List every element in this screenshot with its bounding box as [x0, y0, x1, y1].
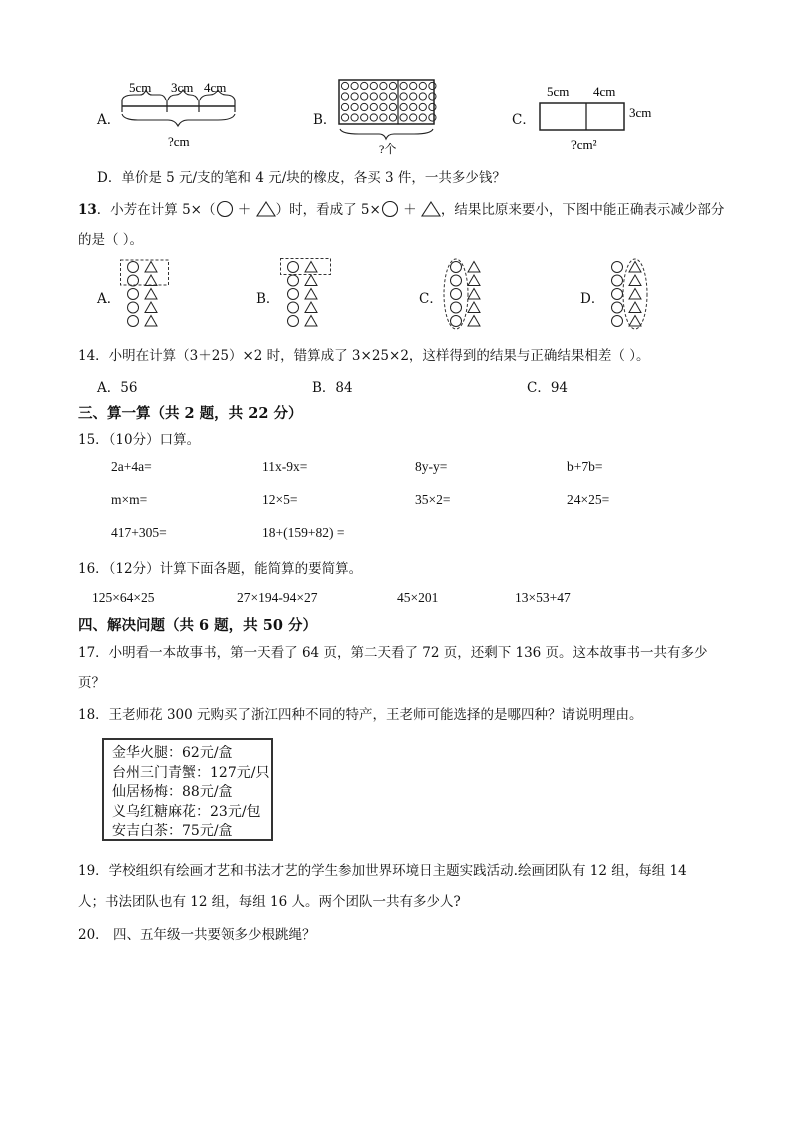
q13-option-a-figure[interactable]: [119, 257, 171, 333]
triangle-icon: [305, 316, 317, 327]
circle-icon: [288, 262, 299, 273]
oral-item: m×m=: [111, 492, 148, 507]
triangle-icon: [629, 316, 641, 327]
triangle-icon: [629, 302, 641, 313]
dot: [419, 114, 426, 121]
q14-option-c[interactable]: C．94: [527, 380, 569, 396]
dot: [429, 82, 436, 89]
triangle-icon: [256, 201, 276, 217]
triangle-icon: [145, 275, 157, 286]
q17-line1: 17．小明看一本故事书，第一天看了 64 页，第二天看了 72 页，还剩下 136 页。这本故事书一共有多少: [78, 645, 708, 661]
dot: [351, 82, 358, 89]
q17-line2: 页？: [78, 675, 105, 691]
oral-item: 35×2=: [415, 492, 451, 507]
circle-icon: [612, 316, 623, 327]
circle-icon: [288, 289, 299, 300]
q12-option-c-diagram: [535, 80, 665, 156]
triangle-icon: [305, 289, 317, 300]
dot: [389, 114, 396, 121]
triangle-icon: [145, 302, 157, 313]
q16-stem: 16．（12分）计算下面各题，能简算的要简算。: [78, 561, 363, 577]
dot: [370, 82, 377, 89]
q12-option-a-diagram: [118, 78, 243, 158]
dot: [410, 114, 417, 121]
dot: [370, 114, 377, 121]
q13-option-b-figure[interactable]: [279, 257, 333, 333]
dot: [410, 82, 417, 89]
dot: [400, 114, 407, 121]
dot: [400, 82, 407, 89]
seg3-label: 4cm: [204, 80, 227, 95]
dot: [380, 114, 387, 121]
dot: [429, 114, 436, 121]
total-label: ?个: [379, 142, 397, 156]
circle-icon: [128, 289, 139, 300]
dot: [389, 103, 396, 110]
dot: [380, 93, 387, 100]
dashed-ellipse: [623, 259, 647, 329]
dot: [389, 82, 396, 89]
triangle-icon: [629, 289, 641, 300]
oral-item: b+7b=: [567, 459, 603, 474]
circle-icon: [451, 316, 462, 327]
triangle-icon: [305, 275, 317, 286]
product-item: 安吉白茶：75元/盒: [112, 823, 233, 839]
total-label: ?cm: [168, 134, 190, 149]
circle-icon: [451, 302, 462, 313]
dot: [361, 82, 368, 89]
triangle-icon: [305, 302, 317, 313]
oral-item: 11x-9x=: [262, 459, 308, 474]
q20-stem: 20． 四、五年级一共要领多少根跳绳？: [78, 927, 316, 943]
dot: [370, 103, 377, 110]
dot: [341, 82, 348, 89]
dot: [380, 82, 387, 89]
triangle-icon: [145, 262, 157, 273]
dot: [419, 93, 426, 100]
q13-option-c-figure[interactable]: [442, 257, 494, 333]
triangle-icon: [468, 262, 480, 273]
circle-icon: [216, 201, 234, 217]
product-item: 台州三门青蟹：127元/只: [112, 764, 270, 781]
circle-icon: [288, 316, 299, 327]
dot: [361, 93, 368, 100]
circle-icon: [451, 289, 462, 300]
q14-option-a[interactable]: A．56: [97, 380, 138, 396]
circle-icon: [128, 262, 139, 273]
oral-item: 12×5=: [262, 492, 298, 507]
oral-item: 24×25=: [567, 492, 610, 507]
q12-option-a-label: A．: [97, 112, 121, 128]
seg1-label: 5cm: [129, 80, 152, 95]
q13-option-a-label: A．: [97, 291, 121, 307]
triangle-icon: [629, 262, 641, 273]
dot: [351, 93, 358, 100]
circle-icon: [128, 302, 139, 313]
circle-icon: [381, 201, 399, 217]
dot: [351, 114, 358, 121]
dot: [419, 103, 426, 110]
q15-stem: 15．（10分）口算。: [78, 432, 201, 448]
q19-line2: 人；书法团队也有 12 组，每组 16 人。两个团队一共有多少人?: [78, 894, 461, 910]
dot: [341, 93, 348, 100]
calc-item: 13×53+47: [515, 590, 571, 605]
triangle-icon: [468, 302, 480, 313]
q19-line1: 19．学校组织有绘画才艺和书法才艺的学生参加世界环境日主题实践活动.绘画团队有 12 组，每组 14: [78, 863, 687, 879]
circle-icon: [612, 262, 623, 273]
len1-label: 5cm: [547, 84, 570, 99]
oral-item: 18+(159+82) =: [262, 525, 345, 540]
section3-title: 三、算一算（共 2 题，共 22 分）: [78, 405, 303, 422]
dot: [389, 93, 396, 100]
q12-option-c-label: C．: [512, 112, 536, 128]
dot: [429, 93, 436, 100]
product-item: 金华火腿：62元/盒: [112, 745, 233, 761]
circle-icon: [612, 289, 623, 300]
q13-option-d-label: D．: [580, 291, 605, 307]
dot: [370, 93, 377, 100]
triangle-icon: [145, 316, 157, 327]
triangle-icon: [629, 275, 641, 286]
q13-stem-line2: 的是（ ）。: [78, 232, 144, 248]
calc-item: 125×64×25: [92, 590, 155, 605]
product-item: 仙居杨梅：88元/盒: [112, 784, 233, 800]
len2-label: 4cm: [593, 84, 616, 99]
q12-option-d: D．单价是 5 元/支的笔和 4 元/块的橡皮，各买 3 件，一共多少钱？: [97, 170, 506, 186]
oral-item: 2a+4a=: [111, 459, 152, 474]
circle-icon: [451, 275, 462, 286]
dashed-ellipse: [444, 259, 468, 329]
dot: [410, 103, 417, 110]
triangle-icon: [421, 201, 441, 217]
circle-icon: [128, 275, 139, 286]
dot-grid: [341, 82, 436, 121]
q12-option-b-label: B．: [313, 112, 337, 128]
height-label: 3cm: [629, 105, 652, 120]
triangle-icon: [468, 275, 480, 286]
dot: [419, 82, 426, 89]
dot: [361, 114, 368, 121]
product-price-list: [102, 738, 273, 841]
area-label: ?cm²: [571, 137, 597, 152]
dot: [351, 103, 358, 110]
circle-icon: [451, 262, 462, 273]
q14-option-b[interactable]: B．84: [312, 380, 353, 396]
q12-option-b-diagram: [334, 77, 444, 157]
q13-option-b-label: B．: [256, 291, 280, 307]
q13-option-c-label: C．: [419, 291, 443, 307]
circle-icon: [128, 316, 139, 327]
dot: [400, 103, 407, 110]
circle-icon: [288, 302, 299, 313]
dot: [361, 103, 368, 110]
oral-item: 417+305=: [111, 525, 167, 540]
dot: [341, 103, 348, 110]
triangle-icon: [468, 316, 480, 327]
product-item: 义乌红糖麻花：23元/包: [112, 803, 261, 820]
dot: [429, 103, 436, 110]
q14-stem: 14．小明在计算（3＋25）×2 时，错算成了 3×25×2，这样得到的结果与正确结果相差（ ）。: [78, 348, 650, 364]
circle-icon: [612, 302, 623, 313]
calc-item: 45×201: [397, 590, 439, 605]
dot: [380, 103, 387, 110]
dot: [400, 93, 407, 100]
seg2-label: 3cm: [171, 80, 194, 95]
section4-title: 四、解决问题（共 6 题，共 50 分）: [78, 617, 317, 634]
q18-stem: 18．王老师花 300 元购买了浙江四种不同的特产，王老师可能选择的是哪四种？请说明理由。: [78, 707, 643, 723]
circle-icon: [288, 275, 299, 286]
calc-item: 27×194-94×27: [237, 590, 318, 605]
triangle-icon: [468, 289, 480, 300]
circle-icon: [612, 275, 623, 286]
dot: [410, 93, 417, 100]
oral-item: 8y-y=: [415, 459, 448, 474]
triangle-icon: [305, 262, 317, 273]
dot: [341, 114, 348, 121]
triangle-icon: [145, 289, 157, 300]
q13-option-d-figure[interactable]: [603, 257, 655, 333]
q13-stem-line1: 13．小芳在计算 5×（ ＋ ）时，看成了 5× ＋ ，结果比原来要小，下图中能正确表示减少部分: [78, 202, 725, 218]
